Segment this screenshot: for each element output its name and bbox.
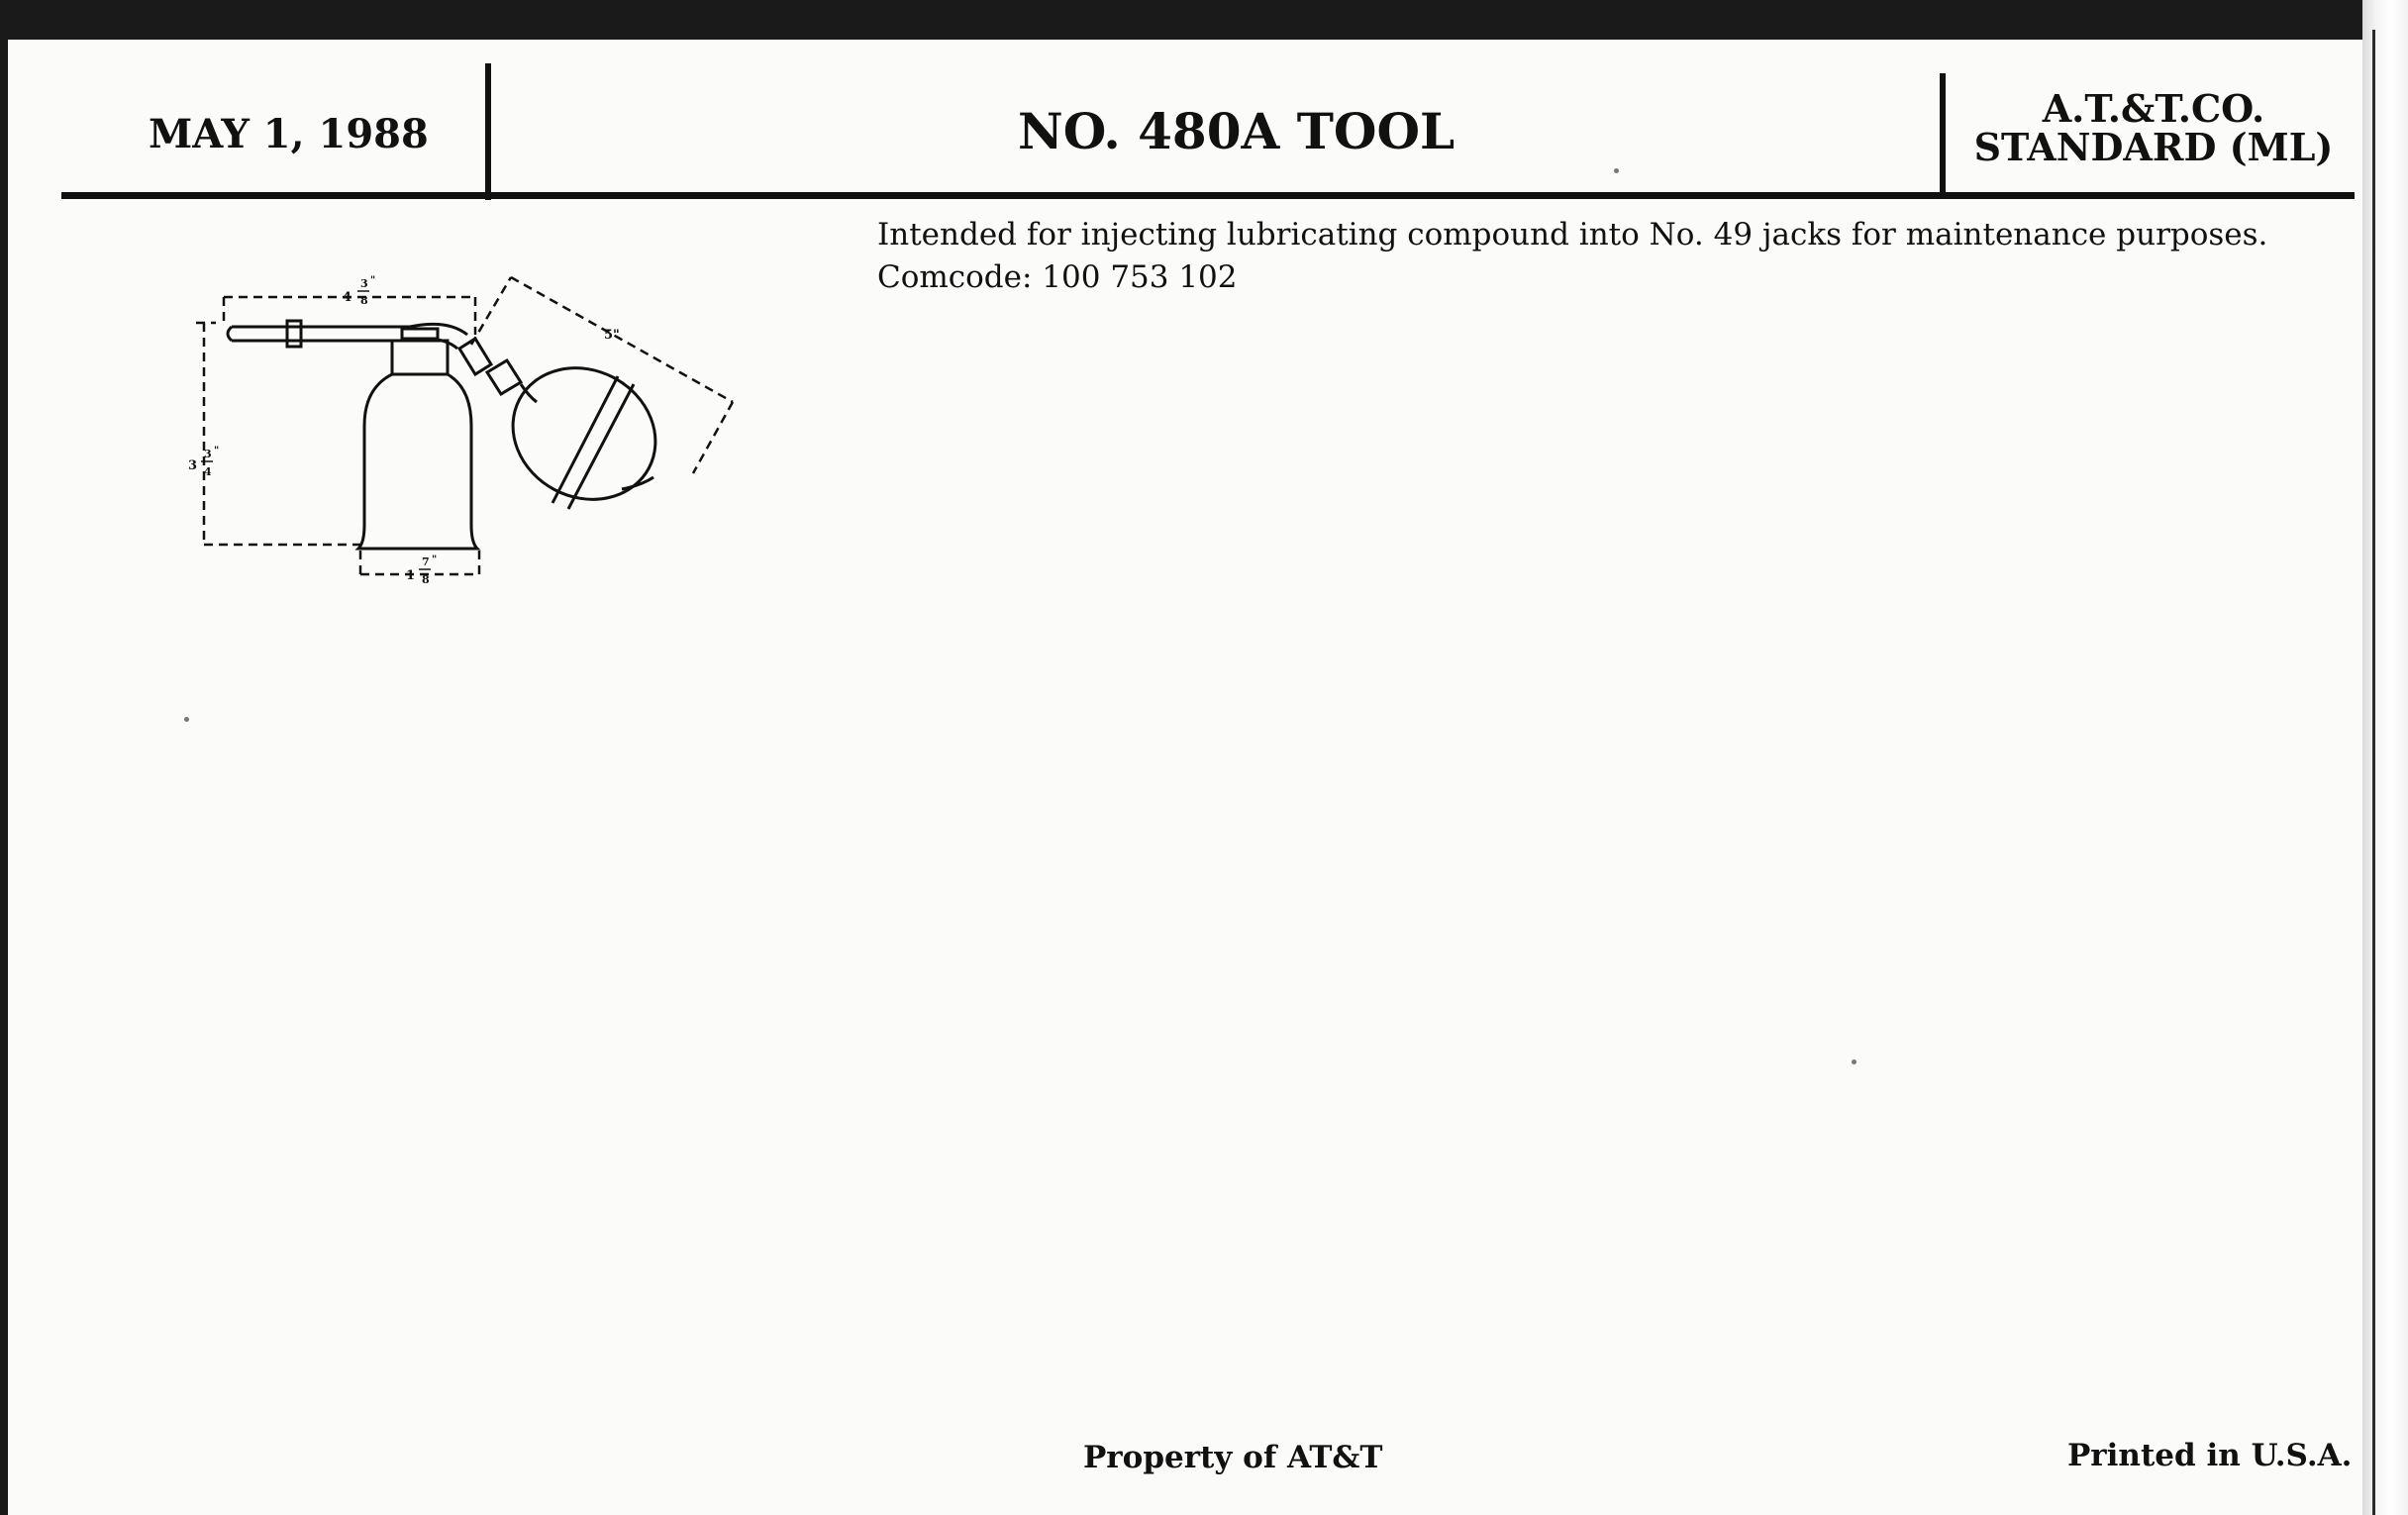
- page-edge-strip: [2362, 0, 2408, 1515]
- spout: [228, 321, 467, 349]
- comcode-text: Comcode: 100 753 102: [877, 259, 1238, 295]
- header-divider-left: [485, 63, 491, 200]
- standard-type: STANDARD (ML): [1973, 125, 2334, 169]
- standard-company: A.T.&T.CO.: [2042, 86, 2265, 131]
- length-num: 3: [360, 277, 368, 290]
- issue-date: MAY 1, 1988: [149, 111, 429, 157]
- bulb-connector: [459, 339, 521, 394]
- squeeze-bulb: [490, 344, 679, 524]
- length-whole: 4: [343, 290, 352, 305]
- oiler-illustration: [168, 265, 752, 602]
- height-unit: ": [214, 446, 220, 456]
- length-den: 8: [360, 294, 368, 307]
- purpose-text: Intended for injecting lubricating compound into No. 49 jacks for maintenance purposes.: [877, 217, 2268, 252]
- base-den: 8: [422, 573, 430, 586]
- scan-speck: [1852, 1060, 1856, 1064]
- length-unit: ": [370, 275, 376, 286]
- base-unit: ": [432, 555, 438, 565]
- base-dimension: [360, 551, 479, 576]
- height-whole: 3: [188, 458, 198, 473]
- scan-speck: [184, 717, 189, 722]
- description-block: [877, 214, 2267, 299]
- scan-speck: [1614, 168, 1619, 173]
- oil-can: [358, 329, 477, 549]
- header-divider-right: [1940, 73, 1946, 196]
- standard-designation: [1970, 86, 2337, 169]
- tool-drawing: [168, 265, 752, 602]
- page-edge-line: [2372, 30, 2375, 1515]
- bulb-dimension-label: 5": [604, 328, 620, 343]
- base-num: 7: [422, 556, 430, 568]
- height-num: 3: [204, 448, 212, 460]
- height-den: 4: [204, 465, 212, 478]
- header-rule: [61, 192, 2355, 199]
- property-notice: Property of AT&T: [1083, 1440, 1383, 1475]
- height-dimension: [196, 323, 362, 545]
- page-title: NO. 480A TOOL: [1018, 102, 1455, 160]
- print-origin: Printed in U.S.A.: [2067, 1438, 2353, 1473]
- base-whole: 1: [406, 568, 416, 583]
